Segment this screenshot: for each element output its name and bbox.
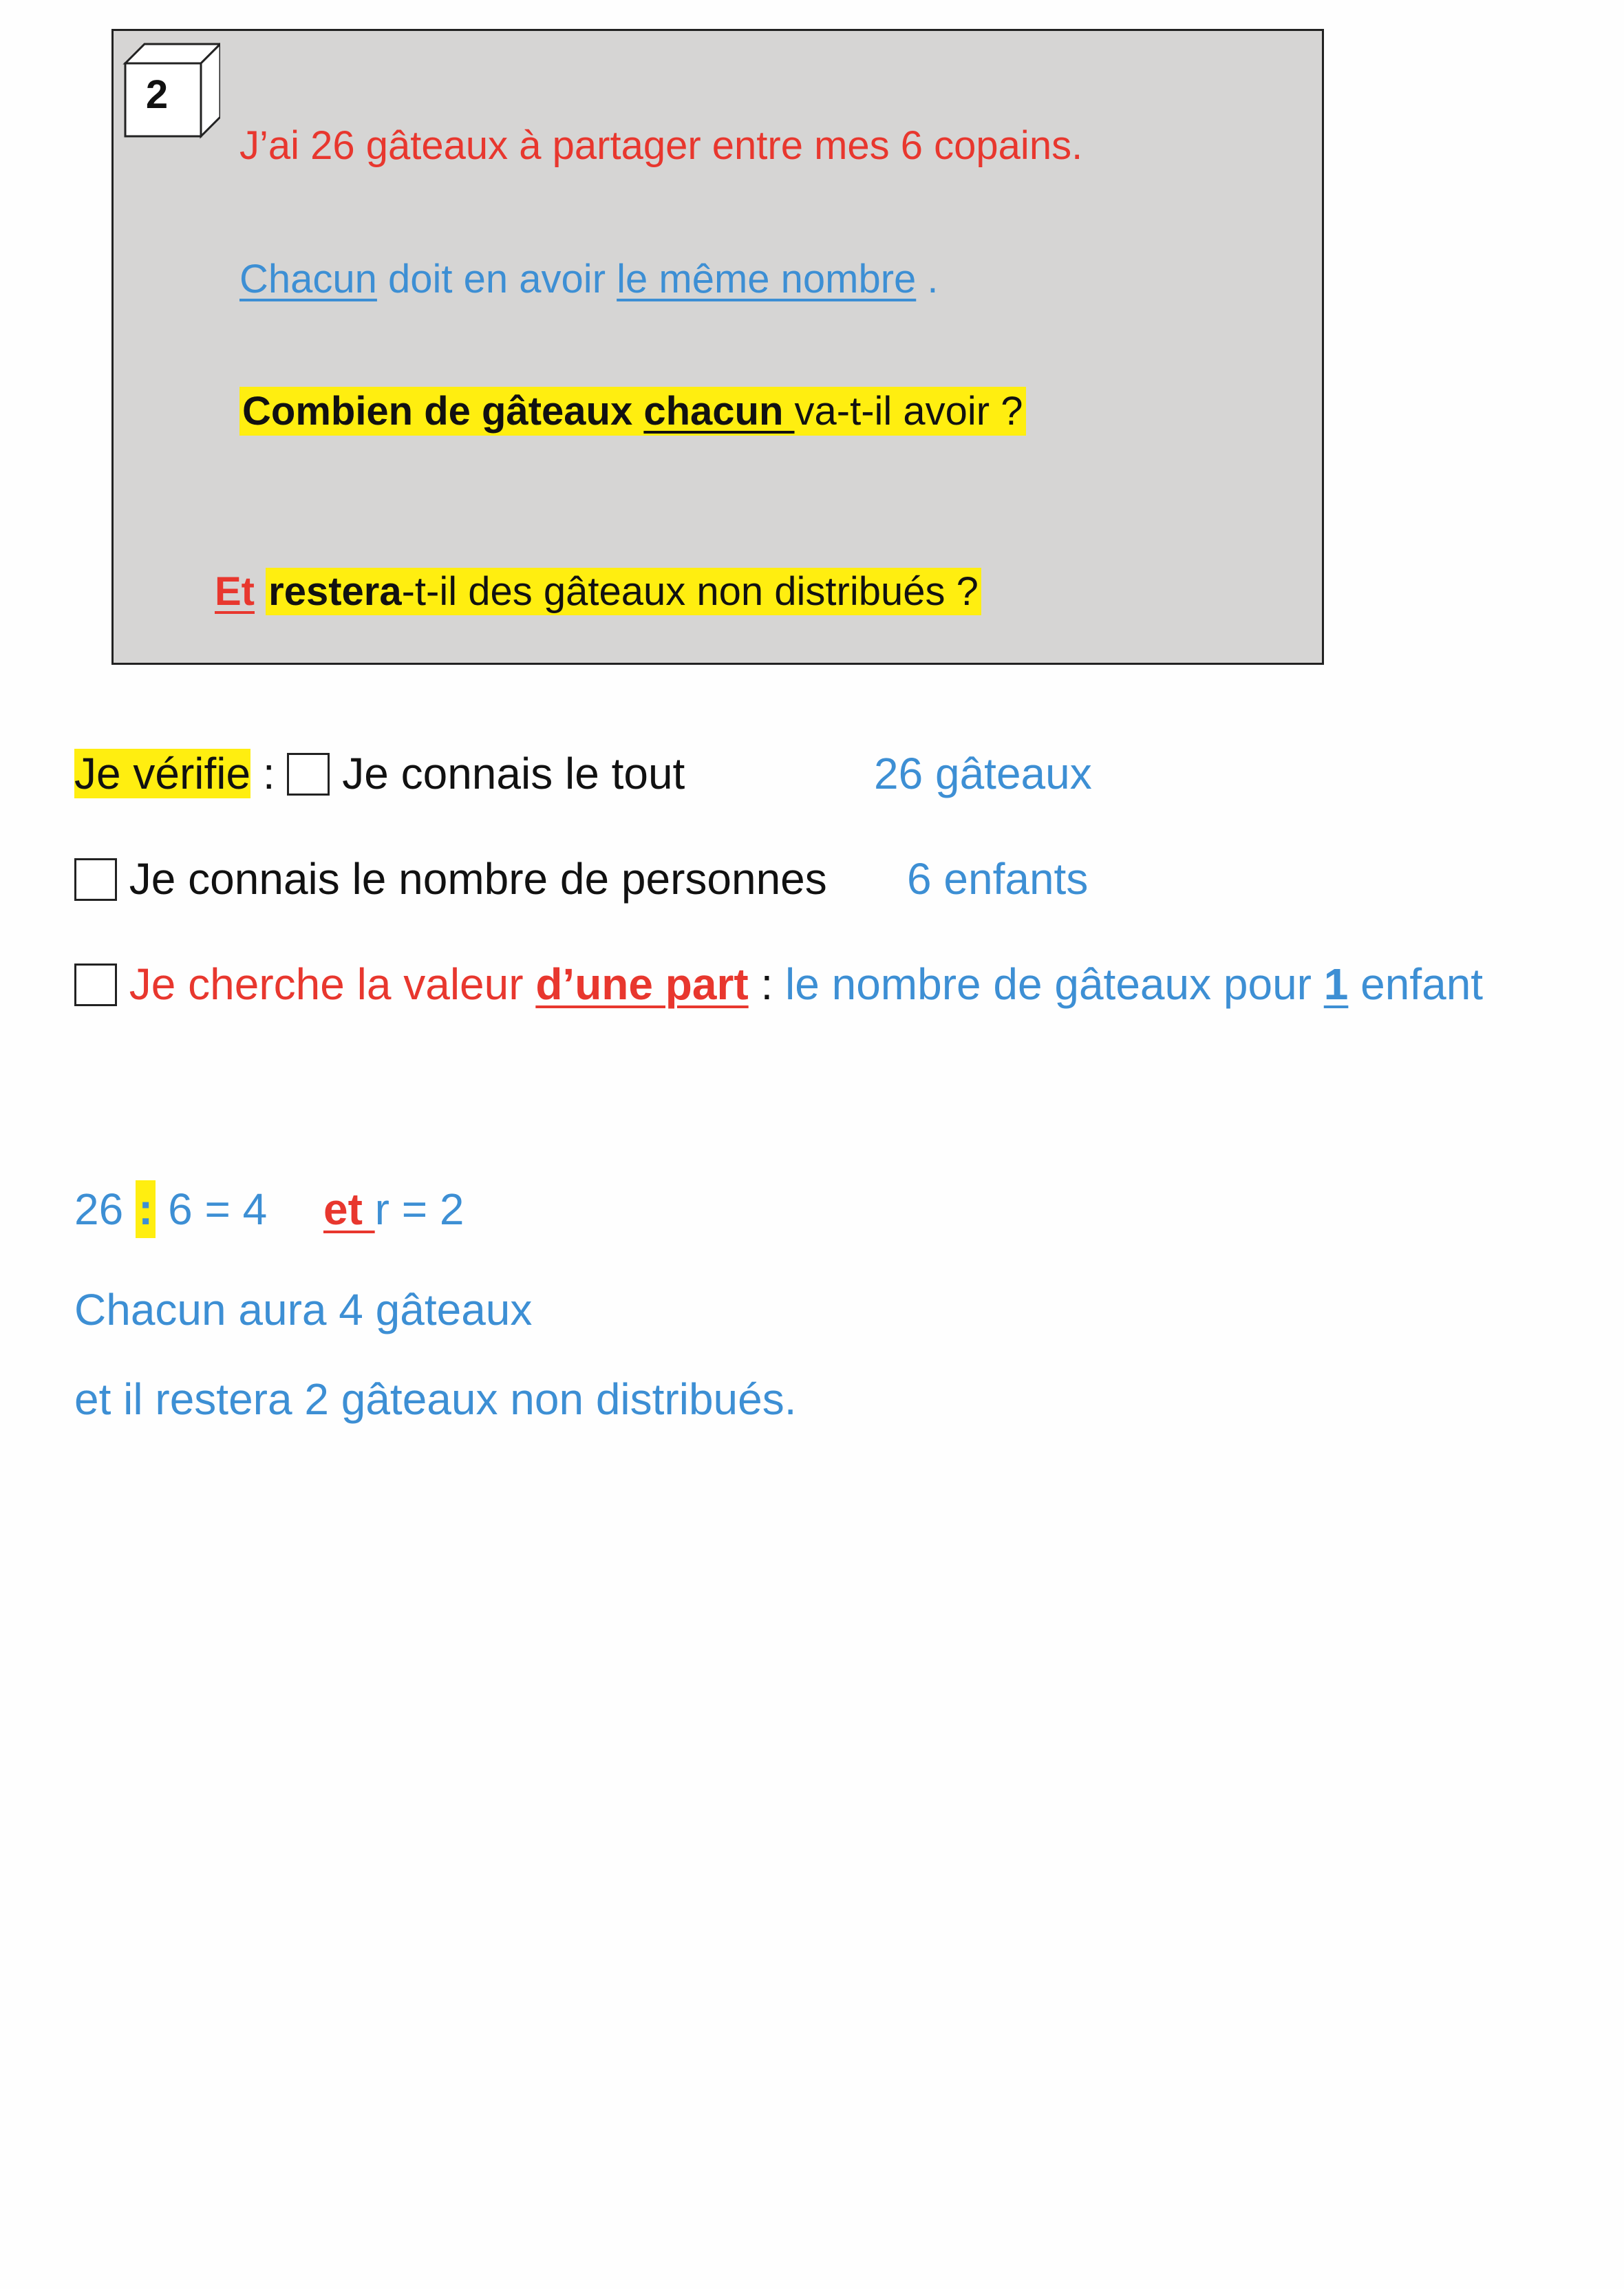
problem-number: 2	[145, 72, 169, 117]
verify-colon: :	[250, 749, 288, 798]
solution-divisor-result: 6 = 4	[156, 1184, 268, 1234]
question-one-start: Combien de gâteaux	[242, 389, 644, 434]
question-one-end: va-t-il avoir ?	[794, 389, 1023, 434]
verify-label: Je vérifie	[74, 749, 251, 798]
question-two-highlight	[266, 568, 981, 615]
checklist-row-2	[74, 853, 827, 904]
item-know-total: Je connais le tout	[342, 749, 685, 798]
solution-sentence-2: et il restera 2 gâteaux non distribués.	[74, 1374, 797, 1424]
item-find-part-colon: :	[748, 959, 785, 1009]
question-two-restera: restera	[268, 569, 402, 614]
solution-et: et	[323, 1184, 375, 1234]
answer-part-end: enfant	[1348, 959, 1484, 1009]
answer-people: 6 enfants	[907, 854, 1089, 904]
checklist-row-3	[74, 959, 1483, 1010]
question-two-end: -t-il des gâteaux non distribués ?	[401, 569, 979, 614]
solution-operation	[74, 1184, 464, 1235]
checkbox-find-part[interactable]	[74, 963, 117, 1006]
item-know-people: Je connais le nombre de personnes	[129, 854, 827, 904]
problem-statement: J’ai 26 gâteaux à partager entre mes 6 copains.	[239, 123, 1083, 168]
item-find-part: Je cherche la valeur	[129, 959, 536, 1009]
checkbox-know-total[interactable]	[287, 753, 330, 796]
division-sign: :	[136, 1180, 156, 1238]
solution-sentence-1: Chacun aura 4 gâteaux	[74, 1285, 533, 1334]
answer-part-one: 1	[1323, 959, 1349, 1009]
answer-part: le nombre de gâteaux pour	[785, 959, 1324, 1009]
question-one	[239, 387, 1026, 436]
solution-remainder: r = 2	[374, 1184, 464, 1234]
rule-word-chacun: Chacun	[239, 257, 377, 301]
checkbox-know-people[interactable]	[74, 858, 117, 901]
question-one-chacun: chacun	[643, 389, 795, 434]
question-two-et: Et	[215, 569, 255, 614]
item-find-part-bold: d’une part	[535, 959, 749, 1009]
rule-end: .	[916, 257, 939, 301]
checklist-row-1	[74, 748, 685, 799]
rule-text: doit en avoir	[376, 257, 617, 301]
solution-dividend: 26	[74, 1184, 136, 1234]
answer-total: 26 gâteaux	[874, 749, 1092, 798]
rule-word-same-number: le même nombre	[617, 257, 917, 301]
problem-rule	[239, 256, 939, 302]
question-two	[215, 568, 981, 615]
